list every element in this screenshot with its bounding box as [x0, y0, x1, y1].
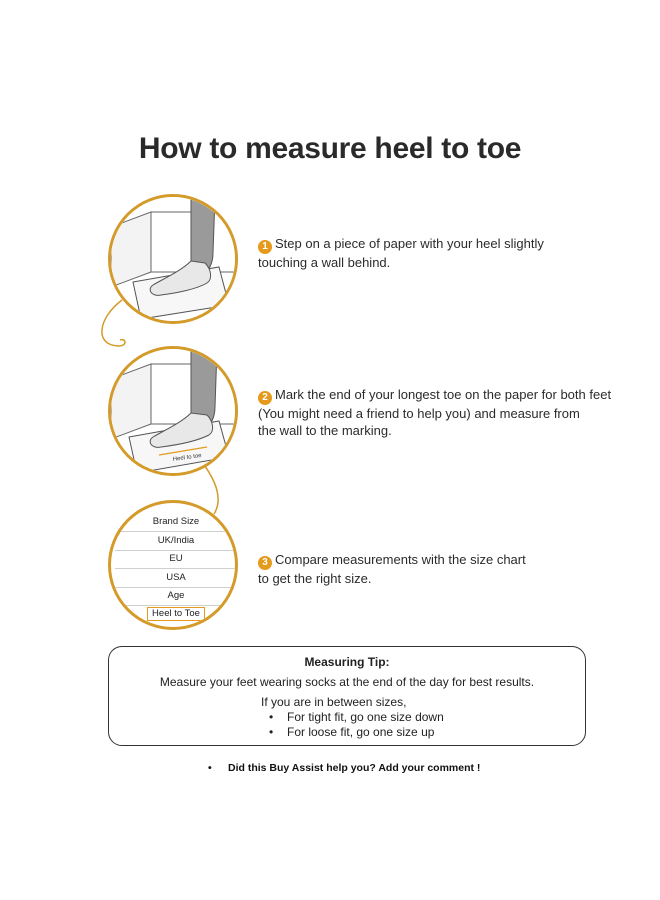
comment-prompt: • Did this Buy Assist help you? Add your comment !	[208, 762, 480, 774]
size-row: Age	[167, 590, 185, 601]
page-title: How to measure heel to toe	[138, 132, 522, 165]
size-row: Brand Size	[152, 516, 200, 527]
step-number-badge: 1	[258, 240, 272, 254]
size-row: USA	[166, 572, 186, 583]
tip-text: Measure your feet wearing socks at the end of the day for best results.	[159, 675, 535, 689]
step-number-badge: 3	[258, 556, 272, 570]
size-row-highlighted: Heel to Toe	[111, 606, 238, 622]
step-3-size-chart	[108, 500, 238, 630]
size-row: UK/India	[157, 535, 195, 546]
measuring-tip-box	[108, 646, 586, 746]
step-1-text: 1 Step on a piece of paper with your heel slightly touching a wall behind.	[258, 236, 544, 270]
step-2-text: 2 Mark the end of your longest toe on the paper for both feet (You might need a friend to help you) and measure from the wall to the marking.	[258, 387, 612, 438]
step-number-badge: 2	[258, 391, 272, 405]
tip-bullet: • For loose fit, go one size up	[261, 725, 444, 740]
tip-title: Measuring Tip:	[304, 655, 390, 669]
step-3-text: 3 Compare measurements with the size chart to get the right size.	[258, 552, 526, 586]
size-chart-list	[111, 503, 238, 630]
tip-bullet: • For tight fit, go one size down	[261, 710, 444, 725]
step-2-illustration	[108, 346, 238, 476]
step-1-illustration	[108, 194, 238, 324]
size-row: EU	[169, 553, 183, 564]
tip-sub-list: If you are in between sizes, • For tight fit, go one size down • For loose fit, go one size up	[261, 695, 444, 740]
paper-label: Heel to toe	[172, 452, 203, 463]
